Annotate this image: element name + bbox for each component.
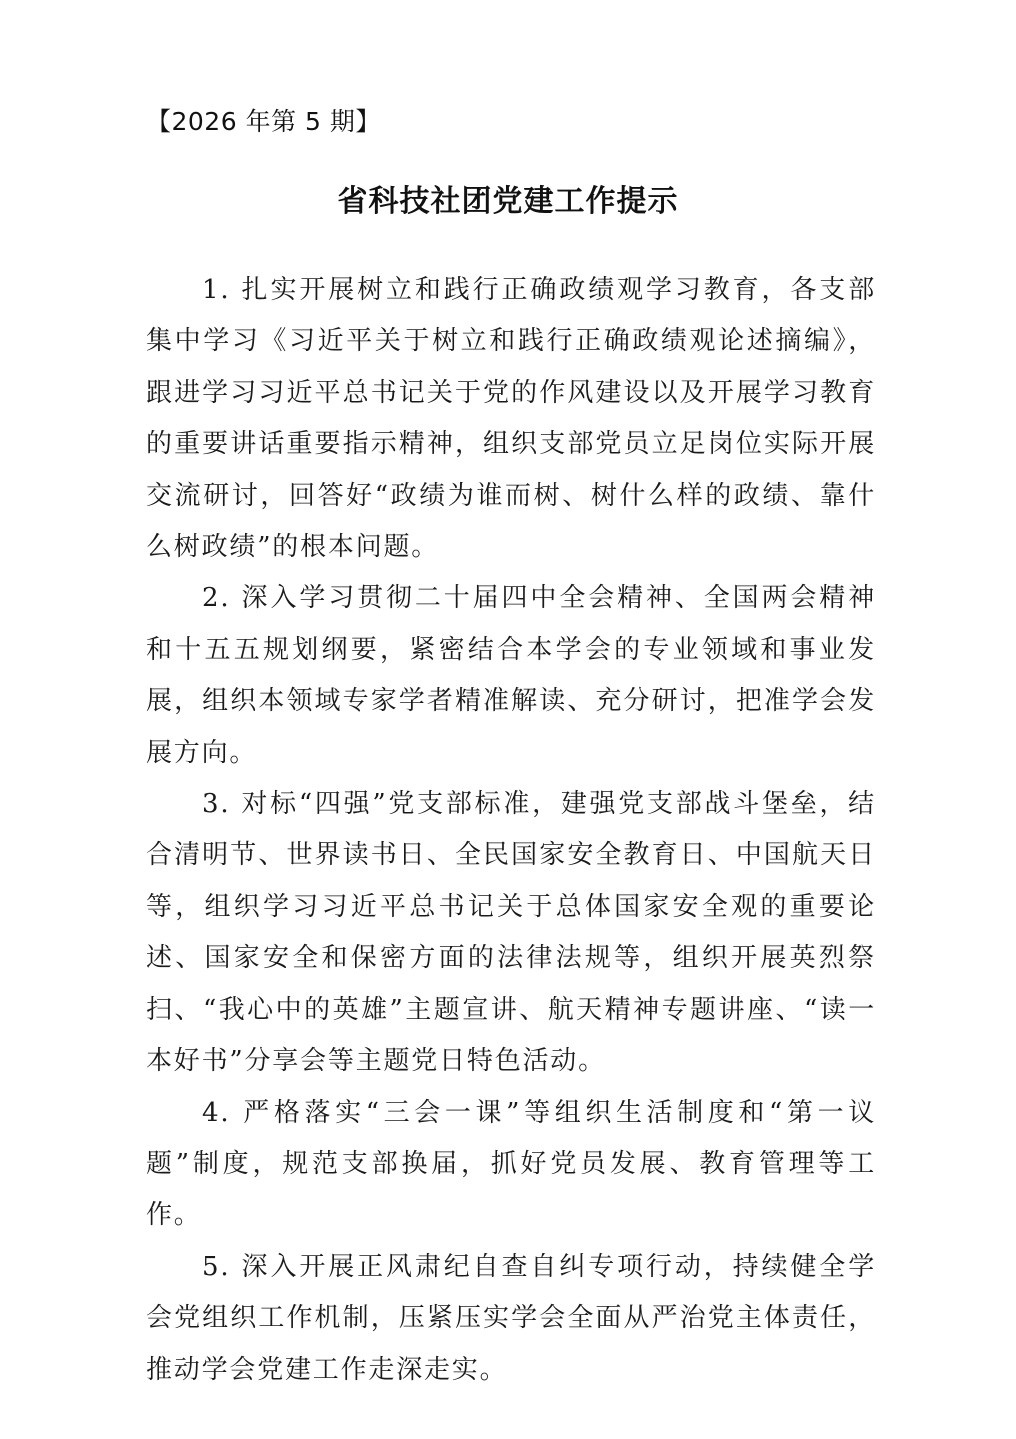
issue-number: 【2026 年第 5 期】 [146,107,381,136]
paragraph-4: 4. 严格落实“三会一课”等组织生活制度和“第一议题”制度，规范支部换届，抓好党员发展、教育管理等工作。 [146,1097,876,1231]
paragraph-3: 3. 对标“四强”党支部标准，建强党支部战斗堡垒，结合清明节、世界读书日、全民国家安全教育日、中国航天日等，组织学习习近平总书记关于总体国家安全观的重要论述、国家安全和保密方面的法律法规等，组织开展英烈祭扫、“我心中的英雄”主题宣讲、航天精神专题讲座、“读一本好书”分享会等主题党日特色活动。 [146,789,876,1077]
document-body [146,265,876,1396]
paragraph-5: 5. 深入开展正风肃纪自查自纠专项行动，持续健全学会党组织工作机制，压紧压实学会全面从严治党主体责任，推动学会党建工作走深走实。 [146,1251,876,1385]
paragraph-1: 1. 扎实开展树立和践行正确政绩观学习教育，各支部集中学习《习近平关于树立和践行正确政绩观论述摘编》，跟进学习习近平总书记关于党的作风建设以及开展学习教育的重要讲话重要指示精神，组织支部党员立足岗位实际开展交流研讨，回答好“政绩为谁而树、树什么样的政绩、靠什么树政绩”的根本问题。 [146,275,876,563]
document-title: 省科技社团党建工作提示 [337,184,679,219]
paragraph-2: 2. 深入学习贯彻二十届四中全会精神、全国两会精神和十五五规划纲要，紧密结合本学会的专业领域和事业发展，组织本领域专家学者精准解读、充分研讨，把准学会发展方向。 [146,583,876,768]
